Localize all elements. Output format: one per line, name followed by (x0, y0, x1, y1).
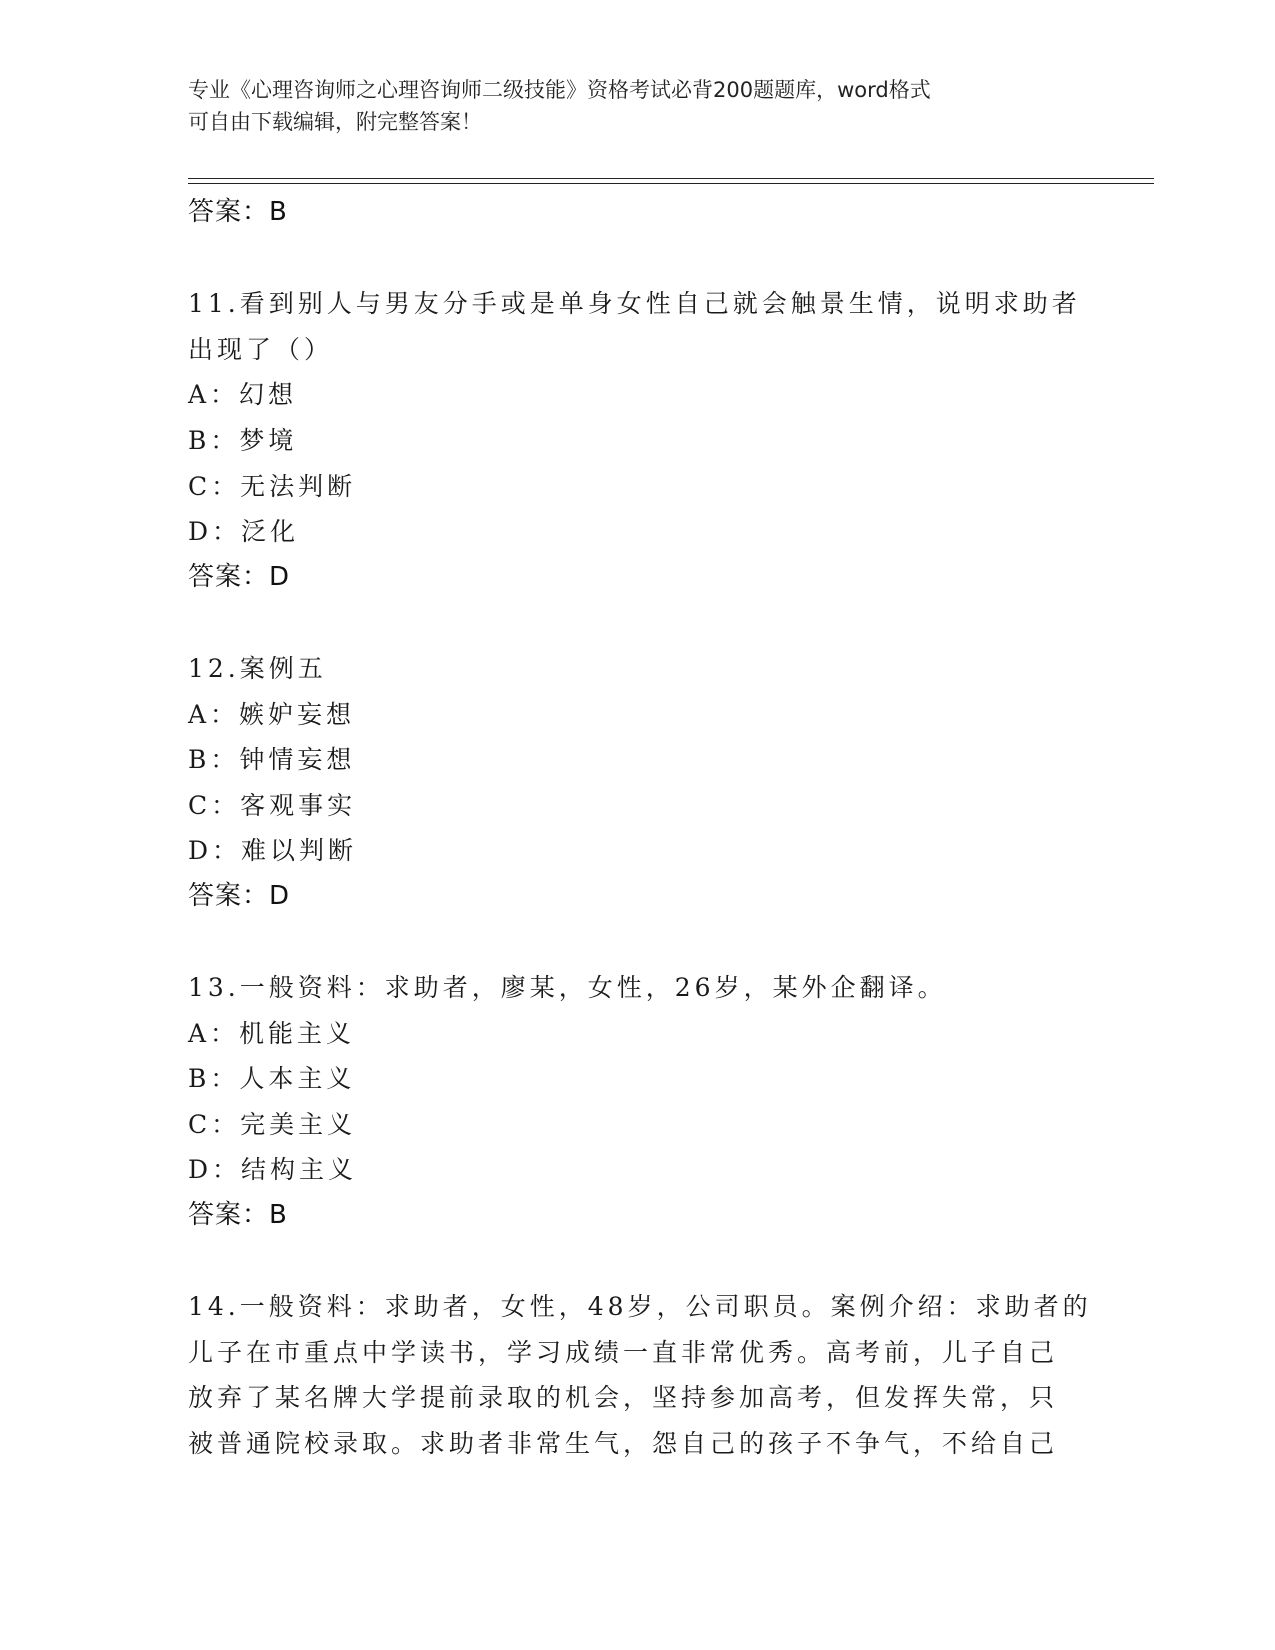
question-line: C：客观事实 (188, 790, 357, 820)
spacer (188, 600, 1088, 646)
question-line: 12.案例五 (188, 653, 327, 683)
header-line-1: 专业《心理咨询师之心理咨询师二级技能》资格考试必背200题题库，word格式 (188, 78, 931, 102)
question-line: 放弃了某名牌大学提前录取的机会，坚持参加高考，但发挥失常，只 (188, 1383, 1059, 1413)
header-divider-bottom (188, 183, 1154, 184)
answer-line: 答案：B (188, 1200, 288, 1231)
question-line: B：人本主义 (188, 1064, 356, 1094)
question-line: A：机能主义 (188, 1018, 356, 1048)
question-content (188, 190, 1092, 1467)
question-line: B：钟情妄想 (188, 745, 356, 775)
question-line: 被普通院校录取。求助者非常生气，怨自己的孩子不争气，不给自己 (188, 1429, 1059, 1459)
answer-line: 答案：D (188, 880, 291, 911)
question-line: 11.看到别人与男友分手或是单身女性自己就会触景生情，说明求助者 (188, 289, 1081, 319)
question-line: 儿子在市重点中学读书，学习成绩一直非常优秀。高考前，儿子自己 (188, 1337, 1059, 1367)
question-line: 出现了（） (188, 334, 334, 364)
question-line: C：完美主义 (188, 1109, 357, 1139)
header-line-2: 可自由下载编辑，附完整答案！ (188, 110, 482, 134)
question-line: D：难以判断 (188, 836, 358, 866)
document-header (188, 74, 1088, 138)
question-line: 13.一般资料：求助者，廖某，女性，26岁，某外企翻译。 (188, 973, 947, 1003)
question-line: A：嫉妒妄想 (188, 699, 356, 729)
question-line: D：结构主义 (188, 1155, 358, 1185)
question-line: A：幻想 (188, 380, 298, 410)
spacer (188, 1239, 1088, 1285)
spacer (188, 920, 1088, 966)
question-line: C：无法判断 (188, 471, 357, 501)
question-line: B：梦境 (188, 425, 298, 455)
question-line: 14.一般资料：求助者，女性，48岁，公司职员。案例介绍：求助者的 (188, 1292, 1092, 1322)
header-divider-top (188, 178, 1154, 179)
answer-line: 答案：B (188, 197, 288, 227)
answer-line: 答案：D (188, 561, 291, 592)
question-line: D：泛化 (188, 517, 300, 547)
spacer (188, 236, 1088, 282)
